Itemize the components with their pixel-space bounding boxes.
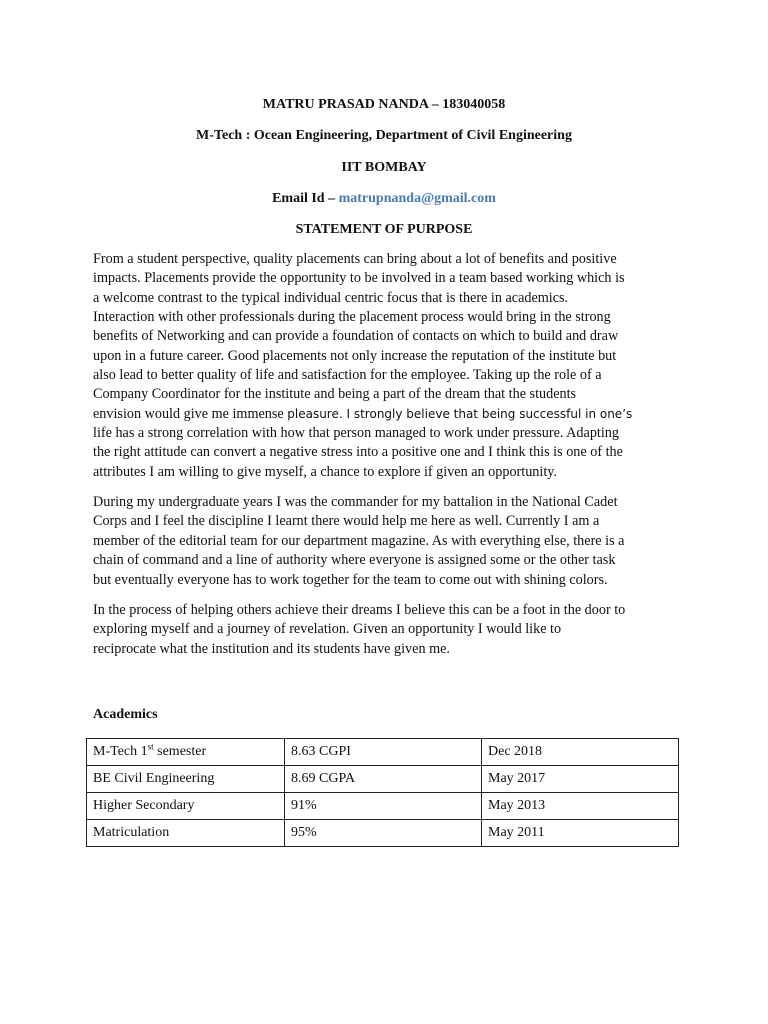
table-cell-date: May 2013: [482, 793, 679, 820]
paragraph-line: also lead to better quality of life and satisfaction for the employee. Taking up the role of a: [93, 367, 602, 384]
paragraph-line-sans-run: pleasure. I strongly believe that being successful in one’s: [287, 406, 633, 421]
paragraph-2: [93, 493, 683, 590]
paragraph-line: chain of command and a line of authority where everyone is assigned some or the other task: [93, 552, 616, 569]
course-prefix: M-Tech 1: [93, 744, 148, 759]
academics-heading: Academics: [93, 707, 158, 722]
body-text: [93, 250, 683, 670]
table-cell-course: [87, 739, 285, 766]
table-row: [87, 793, 679, 820]
paragraph-line: Company Coordinator for the institute and being a part of the dream that the students: [93, 386, 577, 403]
paragraph-line: exploring myself and a journey of revelation. Given an opportunity I would like to: [93, 621, 562, 638]
paragraph-line: a welcome contrast to the typical individual centric focus that is there in academics.: [93, 289, 569, 306]
academics-table: [86, 738, 679, 847]
paragraph-line: envision would give me immense: [93, 405, 288, 422]
paragraph-line: From a student perspective, quality placements can bring about a lot of benefits and positive: [93, 251, 617, 267]
paragraph-line: benefits of Networking and can provide a foundation of contacts on which to build and draw: [93, 328, 619, 345]
paragraph-line: Corps and I feel the discipline I learnt there would help me here as well. Currently I am a: [93, 513, 600, 530]
course-suffix: semester: [153, 744, 207, 759]
table-row: [87, 739, 679, 766]
document-title: STATEMENT OF PURPOSE: [295, 222, 473, 237]
course-line: M-Tech : Ocean Engineering, Department of Civil Engineering: [196, 128, 572, 143]
table-cell-score: 95%: [285, 820, 482, 847]
paragraph-line: Interaction with other professionals during the placement process would bring in the strong: [93, 309, 611, 326]
institute-line: IIT BOMBAY: [341, 160, 427, 175]
paragraph-line: the right attitude can convert a negative stress into a positive one and I think this is one of the: [93, 444, 623, 461]
author-name-line: MATRU PRASAD NANDA – 183040058: [262, 97, 506, 112]
email-link[interactable]: matrupnanda@gmail.com: [338, 191, 496, 206]
table-cell-score: 8.63 CGPI: [285, 739, 482, 766]
email-line: [0, 190, 768, 208]
paragraph-line: reciprocate what the institution and its students have given me.: [93, 640, 450, 657]
table-cell-course: Higher Secondary: [87, 793, 285, 820]
email-label: Email Id –: [272, 191, 339, 206]
paragraph-line: In the process of helping others achieve their dreams I believe this can be a foot in the door to: [93, 601, 626, 618]
table-cell-date: Dec 2018: [482, 739, 679, 766]
paragraph-line: During my undergraduate years I was the commander for my battalion in the National Cadet: [93, 494, 618, 511]
table-cell-score: 91%: [285, 793, 482, 820]
paragraph-line: upon in a future career. Good placements not only increase the reputation of the institute but: [93, 347, 617, 364]
table-row: [87, 820, 679, 847]
table-cell-date: May 2011: [482, 820, 679, 847]
paragraph-line: life has a strong correlation with how that person managed to work under pressure. Adapting: [93, 425, 619, 442]
paragraph-line: but eventually everyone has to work together for the team to come out with shining colors.: [93, 571, 608, 588]
table-cell-course: BE Civil Engineering: [87, 766, 285, 793]
table-cell-date: May 2017: [482, 766, 679, 793]
table-cell-course: Matriculation: [87, 820, 285, 847]
paragraph-line: attributes I am willing to give myself, a chance to explore if given an opportunity.: [93, 463, 557, 480]
paragraph-1: [93, 250, 683, 482]
course-superscript: st: [147, 741, 154, 752]
paragraph-3: [93, 601, 683, 659]
table-cell-score: 8.69 CGPA: [285, 766, 482, 793]
paragraph-line: impacts. Placements provide the opportunity to be involved in a team based working which is: [93, 270, 625, 287]
paragraph-line: member of the editorial team for our department magazine. As with everything else, there is a: [93, 532, 625, 549]
table-row: [87, 766, 679, 793]
